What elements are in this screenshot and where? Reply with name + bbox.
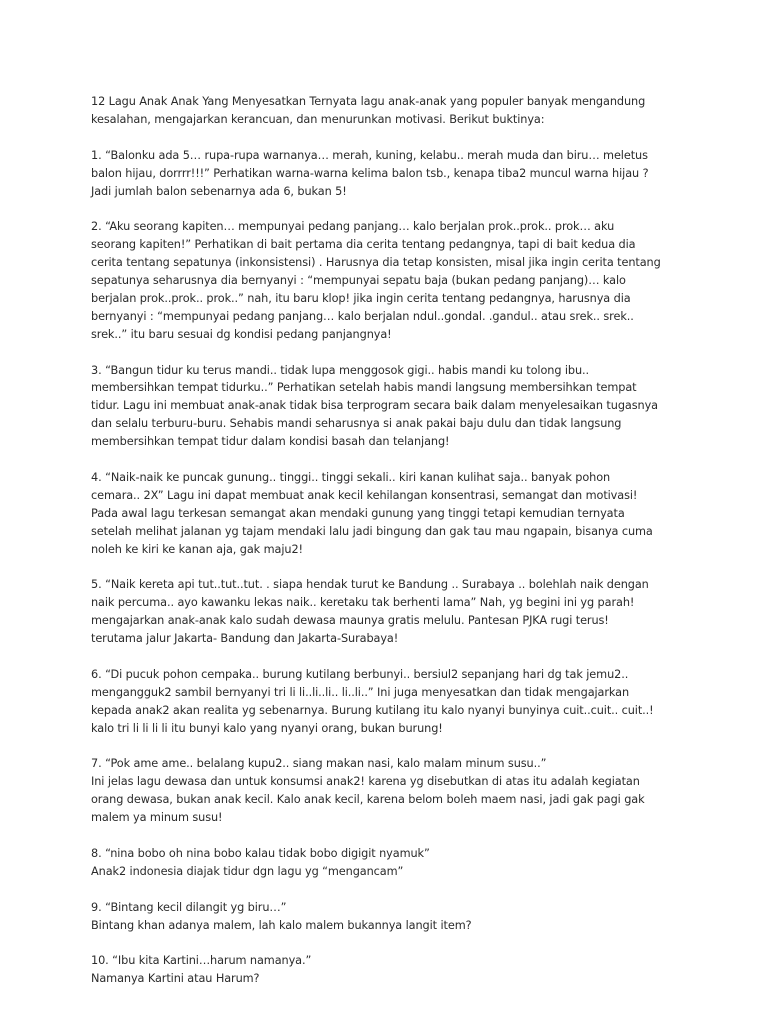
text-line: Jadi jumlah balon sebenarnya ada 6, bukan 5! (91, 184, 347, 198)
text-line: 10. “Ibu kita Kartini…harum namanya.” (91, 954, 312, 968)
text-line: 12 Lagu Anak Anak Yang Menyesatkan Ternyata lagu anak-anak yang populer banyak mengandung (91, 95, 646, 108)
paragraph (91, 755, 683, 827)
text-line: 5. “Naik kereta api tut..tut..tut. . siapa hendak turut ke Bandung .. Surabaya .. bolehlah naik dengan (91, 578, 649, 592)
paragraph (91, 147, 683, 201)
text-line: seorang kapiten!” Perhatikan di bait pertama dia cerita tentang pedangnya, tapi di bait kedua dia (91, 238, 636, 252)
text-line: Pada awal lagu terkesan semangat akan mendaki gunung yang tinggi tetapi kemudian ternyata (91, 506, 625, 520)
text-line: membersihkan tempat tidurku..” Perhatikan setelah habis mandi langsung membersihkan tempat (91, 381, 637, 395)
text-line: setelah melihat jalanan yg tajam mendaki lalu jadi bingung dan gak tau mau ngapain, bisanya cuma (91, 524, 653, 538)
text-line: membersihkan tempat tidur dalam kondisi basah dan telanjang! (91, 435, 450, 449)
text-line: 3. “Bangun tidur ku terus mandi.. tidak lupa menggosok gigi.. habis mandi ku tolong ibu.. (91, 363, 590, 377)
text-line: sepatunya seharusnya dia bernyanyi : “mempunyai sepatu baja (bukan pedang panjang)… kalo (91, 274, 626, 288)
paragraph (91, 93, 683, 129)
text-line: 2. “Aku seorang kapiten… mempunyai pedang panjang… kalo berjalan prok..prok.. prok… aku (91, 220, 615, 234)
text-line: 6. “Di pucuk pohon cempaka.. burung kutilang berbunyi.. bersiul2 sepanjang hari dg tak jemu2.. (91, 667, 629, 681)
text-line: balon hijau, dorrrr!!!” Perhatikan warna-warna kelima balon tsb., kenapa tiba2 muncul warna hijau ? (91, 166, 649, 180)
document-body (91, 93, 683, 1006)
text-line: naik percuma.. ayo kawanku lekas naik.. keretaku tak berhenti lama” Nah, yg begini ini yg parah! (91, 596, 635, 610)
text-line: 9. “Bintang kecil dilangit yg biru…” (91, 900, 287, 914)
text-line: bernyanyi : “mempunyai pedang panjang… kalo berjalan ndul..gondal. .gandul.. atau srek.. srek.. (91, 309, 634, 323)
text-line: kalo tri li li li li itu bunyi kalo yang nyanyi orang, bukan burung! (91, 721, 443, 735)
text-line: 1. “Balonku ada 5… rupa-rupa warnanya… merah, kuning, kelabu.. merah muda dan biru… meletus (91, 148, 648, 162)
text-line: cerita tentang sepatunya (inkonsistensi) . Harusnya dia tetap konsisten, misal jika ingin cerita tentang (91, 256, 661, 270)
text-line: mengajarkan anak-anak kalo sudah dewasa maunya gratis melulu. Pantesan PJKA rugi terus! (91, 614, 609, 628)
paragraph (91, 899, 683, 935)
text-line: dan selalu terburu-buru. Sehabis mandi seharusnya si anak pakai baju dulu dan tidak langsung (91, 417, 622, 431)
text-line: berjalan prok..prok.. prok..” nah, itu baru klop! jika ingin cerita tentang pedangnya, harusnya dia (91, 291, 631, 305)
text-line: 8. “nina bobo oh nina bobo kalau tidak bobo digigit nyamuk” (91, 846, 430, 860)
paragraph (91, 666, 683, 738)
text-line: Bintang khan adanya malem, lah kalo malem bukannya langit item? (91, 918, 472, 932)
text-line: 7. “Pok ame ame.. belalang kupu2.. siang makan nasi, kalo malam minum susu..” (91, 757, 547, 771)
text-line: Anak2 indonesia diajak tidur dgn lagu yg “mengancam” (91, 864, 404, 878)
text-line: 4. “Naik-naik ke puncak gunung.. tinggi.. tinggi sekali.. kiri kanan kulihat saja.. banyak pohon (91, 470, 611, 484)
paragraph (91, 469, 683, 559)
paragraph (91, 845, 683, 881)
paragraph (91, 218, 683, 343)
text-line: kesalahan, mengajarkan kerancuan, dan menurunkan motivasi. Berikut buktinya: (91, 112, 545, 126)
text-line: cemara.. 2X” Lagu ini dapat membuat anak kecil kehilangan konsentrasi, semangat dan motivasi! (91, 488, 638, 502)
text-line: noleh ke kiri ke kanan aja, gak maju2! (91, 542, 303, 556)
text-line: orang dewasa, bukan anak kecil. Kalo anak kecil, karena belom boleh maem nasi, jadi gak pagi gak (91, 793, 645, 807)
text-line: mengangguk2 sambil bernyanyi tri li li..li..li.. li..li..” Ini juga menyesatkan dan tidak mengajarkan (91, 685, 630, 699)
paragraph (91, 362, 683, 452)
text-line: tidur. Lagu ini membuat anak-anak tidak bisa terprogram secara baik dalam menyelesaikan tugasnya (91, 399, 658, 413)
text-line: malem ya minum susu! (91, 811, 223, 825)
text-line: terutama jalur Jakarta- Bandung dan Jakarta-Surabaya! (91, 632, 399, 646)
paragraph (91, 576, 683, 648)
text-line: Ini jelas lagu dewasa dan untuk konsumsi anak2! karena yg disebutkan di atas itu adalah kegiatan (91, 775, 640, 789)
text-line: srek..” itu baru sesuai dg kondisi pedang panjangnya! (91, 327, 392, 341)
paragraph (91, 952, 683, 988)
text-line: kepada anak2 akan realita yg sebenarnya. Burung kutilang itu kalo nyanyi bunyinya cuit..cuit.. cuit..! (91, 703, 654, 717)
text-line: Namanya Kartini atau Harum? (91, 972, 260, 986)
